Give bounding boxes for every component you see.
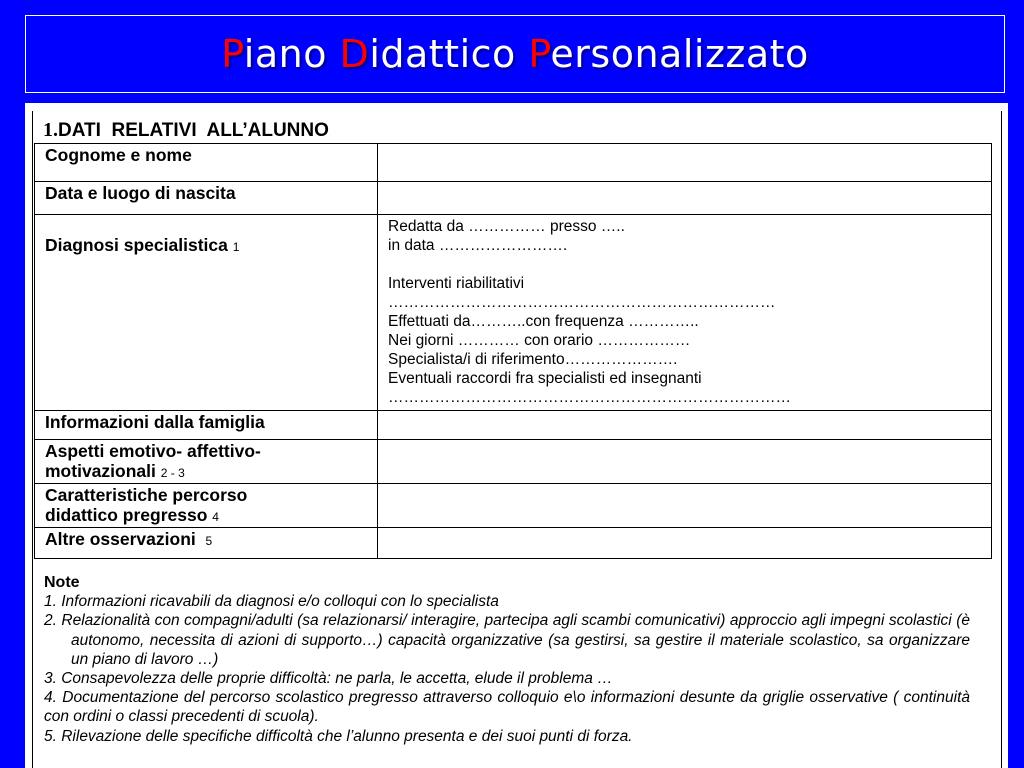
row-label-text: Aspetti emotivo- affettivo- xyxy=(45,441,261,461)
table-row xyxy=(35,144,992,182)
row-label-text: Diagnosi specialistica xyxy=(45,235,228,255)
student-data-table xyxy=(34,143,992,559)
footnote-ref: 1 xyxy=(232,240,240,254)
title-initial: P xyxy=(221,32,244,76)
field-line: Nei giorni ………… con orario ……………… xyxy=(388,332,691,349)
row-label-text: didattico pregresso xyxy=(45,505,208,525)
field-line: …………………………………………………………………… xyxy=(388,389,791,406)
row-value-field[interactable] xyxy=(378,440,992,484)
row-label xyxy=(35,528,378,559)
row-value-field[interactable] xyxy=(378,144,992,182)
row-label xyxy=(35,144,378,182)
row-label-text: Altre osservazioni xyxy=(45,529,196,549)
table-row xyxy=(35,528,992,559)
footnote-ref: 4 xyxy=(212,510,219,524)
section-number: 1. xyxy=(43,119,58,141)
footnote-ref: 2 - 3 xyxy=(160,466,185,480)
row-label-text: motivazionali xyxy=(45,461,156,481)
row-label-text: Cognome e nome xyxy=(45,145,192,165)
row-label xyxy=(35,440,378,484)
field-line: Redatta da …………… presso ….. xyxy=(388,218,625,235)
document-page xyxy=(25,103,1008,768)
row-value-field[interactable] xyxy=(378,182,992,215)
row-label-text: Data e luogo di nascita xyxy=(45,183,236,203)
row-label-text: Informazioni dalla famiglia xyxy=(45,412,265,432)
note-item: 3. Consapevolezza delle proprie difficoltà: ne parla, le accetta, elude il problema … xyxy=(44,670,613,688)
footnote-ref: 5 xyxy=(205,534,213,548)
notes-section xyxy=(44,573,970,746)
slide-title xyxy=(221,32,809,76)
row-value-field[interactable] xyxy=(378,411,992,440)
field-line: Specialista/i di riferimento…………………. xyxy=(388,351,678,368)
title-word-part: iano xyxy=(243,32,340,76)
field-line: ………………………………………………………………… xyxy=(388,294,776,311)
notes-title: Note xyxy=(44,574,80,591)
row-label-text: Caratteristiche percorso xyxy=(45,485,248,505)
note-item: 2. Relazionalità con compagni/adulti (sa relazionarsi/ interagire, partecipa agli scambi comunicativi) approccio agli impegni scolastici (è autonomo, necessita di azioni di supporto…) capacità organizzative (sa gestirsi, sa gestire il materiale scolastico, sa organizzare un piano di lavoro …) xyxy=(44,612,970,668)
row-label xyxy=(35,411,378,440)
table-row xyxy=(35,215,992,411)
field-line: Effettuati da………..con frequenza ………….. xyxy=(388,313,699,330)
row-value-field[interactable] xyxy=(378,484,992,528)
row-value-field[interactable] xyxy=(378,528,992,559)
note-item: 5. Rilevazione delle specifiche difficoltà che l’alunno presenta e dei suoi punti di forza. xyxy=(44,727,633,745)
note-item: 4. Documentazione del percorso scolastico pregresso attraverso colloquio e\o informazioni desunte da griglie osservative ( continuità con ordini o classi precedenti di scuola). xyxy=(44,689,970,726)
field-line: Interventi riabilitativi xyxy=(388,275,525,292)
section-heading-text: DATI RELATIVI ALL’ALUNNO xyxy=(58,120,329,141)
title-initial: P xyxy=(528,32,551,76)
table-row xyxy=(35,411,992,440)
section-heading xyxy=(43,119,329,142)
field-line: in data ……………………. xyxy=(388,237,568,254)
slide-title-box xyxy=(25,15,1005,93)
diagnosi-fields[interactable] xyxy=(378,215,992,411)
note-item: 1. Informazioni ricavabili da diagnosi e/o colloqui con lo specialista xyxy=(44,593,499,611)
title-word-part: idattico xyxy=(369,32,529,76)
row-label xyxy=(35,484,378,528)
table-row xyxy=(35,182,992,215)
table-row xyxy=(35,440,992,484)
title-word-part: ersonalizzato xyxy=(550,32,809,76)
field-line: Eventuali raccordi fra specialisti ed insegnanti xyxy=(388,370,702,387)
title-initial: D xyxy=(339,32,370,76)
row-label xyxy=(35,182,378,215)
table-row xyxy=(35,484,992,528)
row-label xyxy=(35,215,378,411)
